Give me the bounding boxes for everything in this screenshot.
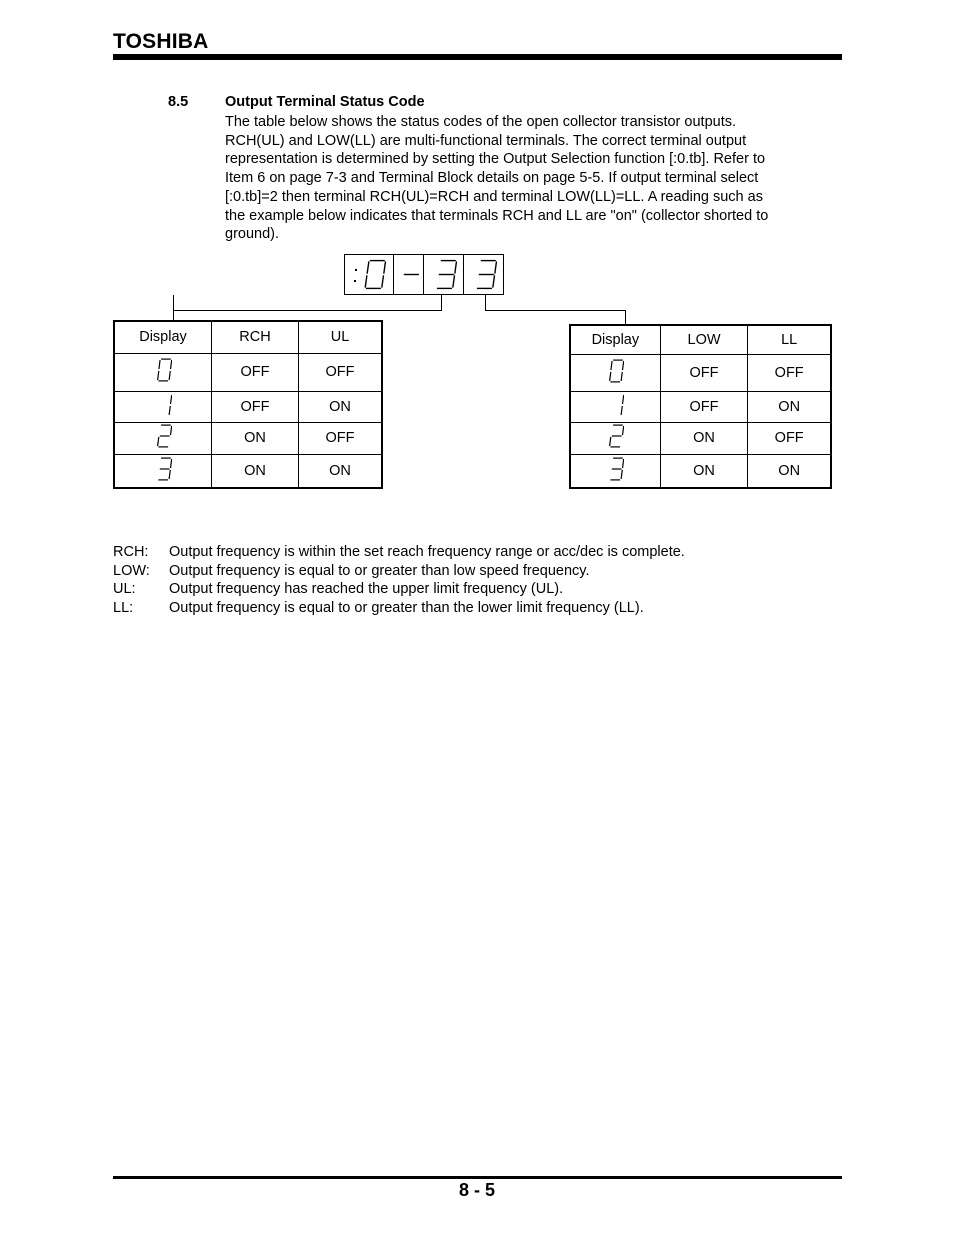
column-header: Display (570, 325, 660, 354)
ll-status: ON (748, 391, 831, 422)
display-digit-dash (394, 255, 424, 294)
display-glyph-cell (114, 454, 212, 488)
ul-status: OFF (299, 422, 383, 454)
rch-status: OFF (212, 391, 299, 422)
connector-line (441, 295, 442, 311)
legend-text: Output frequency has reached the upper limit frequency (UL). (169, 581, 564, 598)
display-digit-three (424, 255, 464, 294)
seven-segment-glyph (154, 357, 172, 387)
ul-status: ON (299, 391, 383, 422)
connector-line (173, 310, 174, 320)
brand-logo: TOSHIBA (113, 30, 209, 53)
display-example (344, 254, 504, 295)
status-table-rch-ul (113, 320, 383, 489)
intro-line: representation is determined by setting the Output Selection function [:0.tb]. Refer to (225, 151, 766, 168)
intro-paragraph (225, 113, 825, 244)
display-glyph-cell (570, 454, 660, 488)
header-rule (113, 54, 842, 60)
display-glyph-cell (114, 391, 212, 422)
display-glyph-cell (570, 391, 660, 422)
section-number: 8.5 (168, 94, 189, 110)
ll-status: OFF (748, 354, 831, 391)
footer-rule (113, 1176, 842, 1179)
seven-segment-glyph (154, 423, 172, 453)
legend-abbr: UL: (113, 581, 136, 598)
seven-segment-glyph (606, 392, 624, 422)
ll-status: OFF (748, 422, 831, 454)
low-status: OFF (660, 354, 748, 391)
connector-line (173, 310, 441, 311)
intro-line: Item 6 on page 7-3 and Terminal Block details on page 5-5. If output terminal select (225, 170, 759, 187)
display-glyph-cell (570, 354, 660, 391)
intro-line: ground). (225, 226, 280, 243)
column-header: RCH (212, 321, 299, 353)
rch-status: ON (212, 422, 299, 454)
column-header: LL (748, 325, 831, 354)
column-header: UL (299, 321, 383, 353)
rch-status: ON (212, 454, 299, 488)
seven-segment-glyph (154, 392, 172, 422)
ul-status: OFF (299, 353, 383, 391)
connector-line (485, 295, 486, 311)
section-title: Output Terminal Status Code (225, 94, 425, 110)
status-table-low-ll (569, 324, 832, 489)
rch-status: OFF (212, 353, 299, 391)
legend-abbr: RCH: (113, 544, 149, 560)
legend-text: Output frequency is within the set reach frequency range or acc/dec is complete. (169, 544, 685, 560)
legend-text: Output frequency is equal to or greater than the lower limit frequency (LL). (169, 600, 644, 617)
legend-abbr: LL: (113, 600, 134, 617)
page-number: 8 - 5 (458, 1180, 496, 1200)
display-digit-colon-zero (345, 255, 394, 294)
intro-line: [:0.tb]=2 then terminal RCH(UL)=RCH and terminal LOW(LL)=LL. A reading such as (225, 188, 763, 205)
connector-line (485, 310, 625, 311)
connector-line (173, 295, 174, 311)
intro-line: The table below shows the status codes of the open collector transistor outputs. (225, 114, 737, 130)
display-glyph-cell (570, 422, 660, 454)
seven-segment-glyph (154, 456, 172, 486)
intro-line: the example below indicates that terminals RCH and LL are "on" (collector shorted to (225, 207, 769, 224)
intro-line: RCH(UL) and LOW(LL) are multi-functional terminals. The correct terminal output (225, 132, 747, 149)
low-status: ON (660, 454, 748, 488)
column-header: Display (114, 321, 212, 353)
seven-segment-glyph (606, 423, 624, 453)
connector-line (625, 310, 626, 324)
display-glyph-cell (114, 353, 212, 391)
seven-segment-glyph (606, 358, 624, 388)
ul-status: ON (299, 454, 383, 488)
column-header: LOW (660, 325, 748, 354)
display-digit-three (464, 255, 503, 294)
display-glyph-cell (114, 422, 212, 454)
low-status: OFF (660, 391, 748, 422)
seven-segment-glyph (606, 456, 624, 486)
ll-status: ON (748, 454, 831, 488)
legend-abbr: LOW: (113, 562, 150, 579)
legend-text: Output frequency is equal to or greater than low speed frequency. (169, 562, 590, 579)
low-status: ON (660, 422, 748, 454)
